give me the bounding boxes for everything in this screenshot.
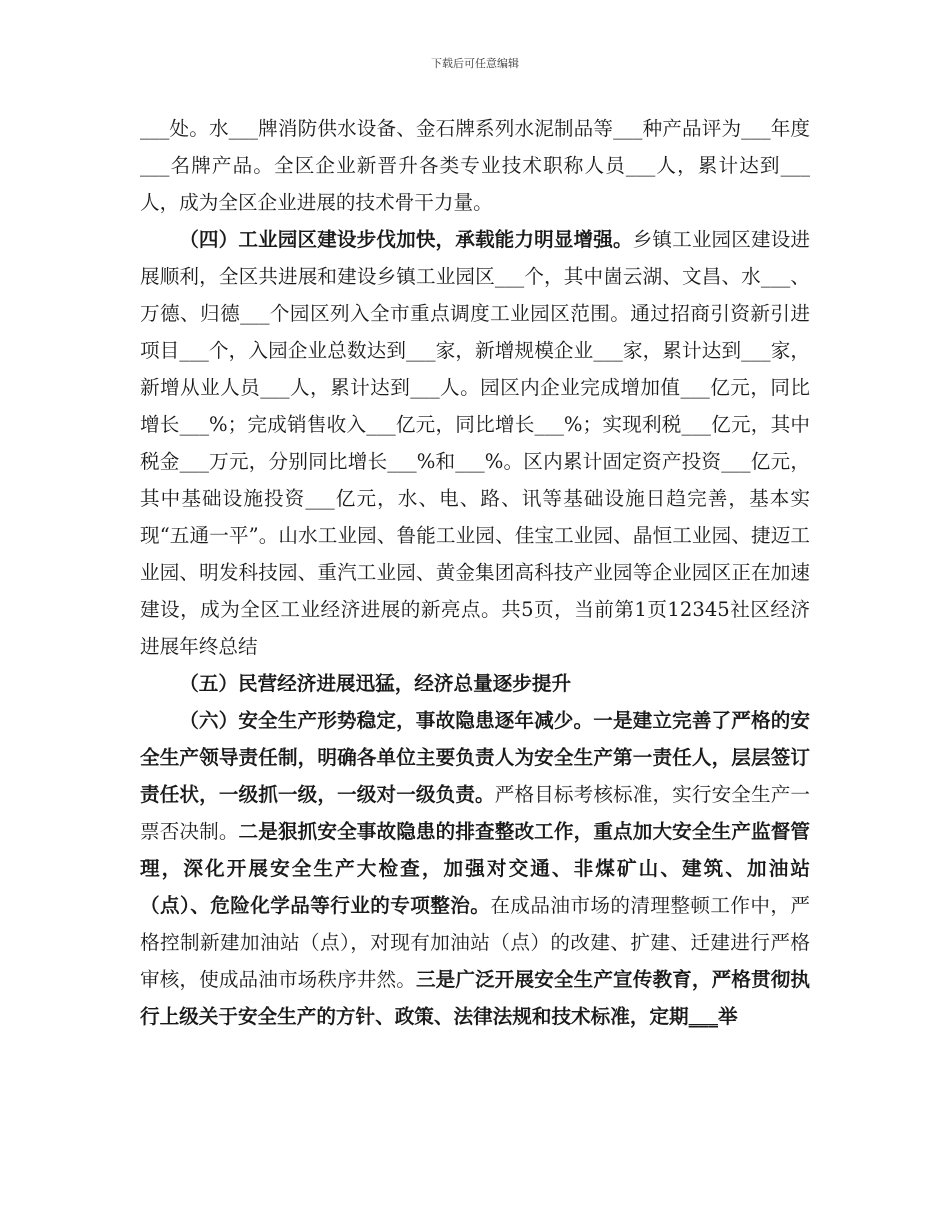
paragraph-1 — [140, 110, 810, 221]
section-heading: （四）工业园区建设步伐加快，承载能力明显增强。 — [179, 228, 633, 251]
text-segment: 严格目标考核标准，实行安全生产一票否决制。 — [140, 783, 811, 843]
document-body — [140, 110, 810, 1035]
bold-text-segment: 二是狠抓安全事故隐患的排查整改工作，重点加大安全生产监督管理，深化开展安全生产大检查，加强对交通、非煤矿山、建筑、加油站（点）、危险化学品等行业的专项整治。 — [140, 820, 810, 917]
section-heading: （六）安全生产形势稳定，事故隐患逐年减少。一是建立完善了严格的安全生产领导责任制，明确各单位主要负责人为安全生产第一责任人，层层签订责任状，一级抓一级，一级对一级负责。 — [140, 709, 810, 806]
blank-underline: ___ — [688, 1005, 719, 1028]
text-segment: 乡镇工业园区建设进展顺利，全区共进展和建设乡镇工业园区___个，其中崮云湖、文昌、水___、万德、归德___个园区列入全市重点调度工业园区范围。通过招商引资新引进项目___个，入园企业总数达到___家，新增规模企业___家，累计达到___家，新增从业人员___人，累计达到___人。园区内企业完成增加值___亿元，同比增长___%；完成销售收入___亿元，同比增长___%；实现利税___亿元，其中税金___万元，分别同比增长___%和___%。区内累计固定资产投资___亿元，其中基础设施投资___亿元，水、电、路、讯等基础设施日趋完善，基本实现“五通一平”。山水工业园、鲁能工业园、佳宝工业园、晶恒工业园、捷迈工业园、明发科技园、重汽工业园、黄金集团高科技产业园等企业园区正在加速建设，成为全区工业经济进展的新亮点。共5页，当前第1页12345社区经济进展年终总结 — [140, 228, 810, 658]
paragraph-2 — [140, 221, 810, 665]
page-header: 下载后可任意编辑 — [431, 57, 519, 70]
text-segment: 在成品油市场的清理整顿工作中，严格控制新建加油站（点），对现有加油站（点）的改建、扩建、迁建进行严格审核，使成品油市场秩序井然。 — [140, 894, 810, 991]
section-heading: （五）民营经济进展迅猛，经济总量逐步提升 — [179, 672, 572, 695]
paragraph-3 — [140, 665, 810, 702]
bold-text-segment: 三是广泛开展安全生产宣传教育，严格贯彻执行上级关于安全生产的方针、政策、法律法规和技术标准，定期 — [140, 968, 811, 1028]
text-segment: ___处。水___牌消防供水设备、金石牌系列水泥制品等___种产品评为___年度___名牌产品。全区企业新晋升各类专业技术职称人员___人，累计达到___人，成为全区企业进展的技术骨干力量。 — [140, 117, 810, 214]
bold-text-segment: 举 — [718, 1005, 738, 1028]
paragraph-4 — [140, 702, 810, 1035]
